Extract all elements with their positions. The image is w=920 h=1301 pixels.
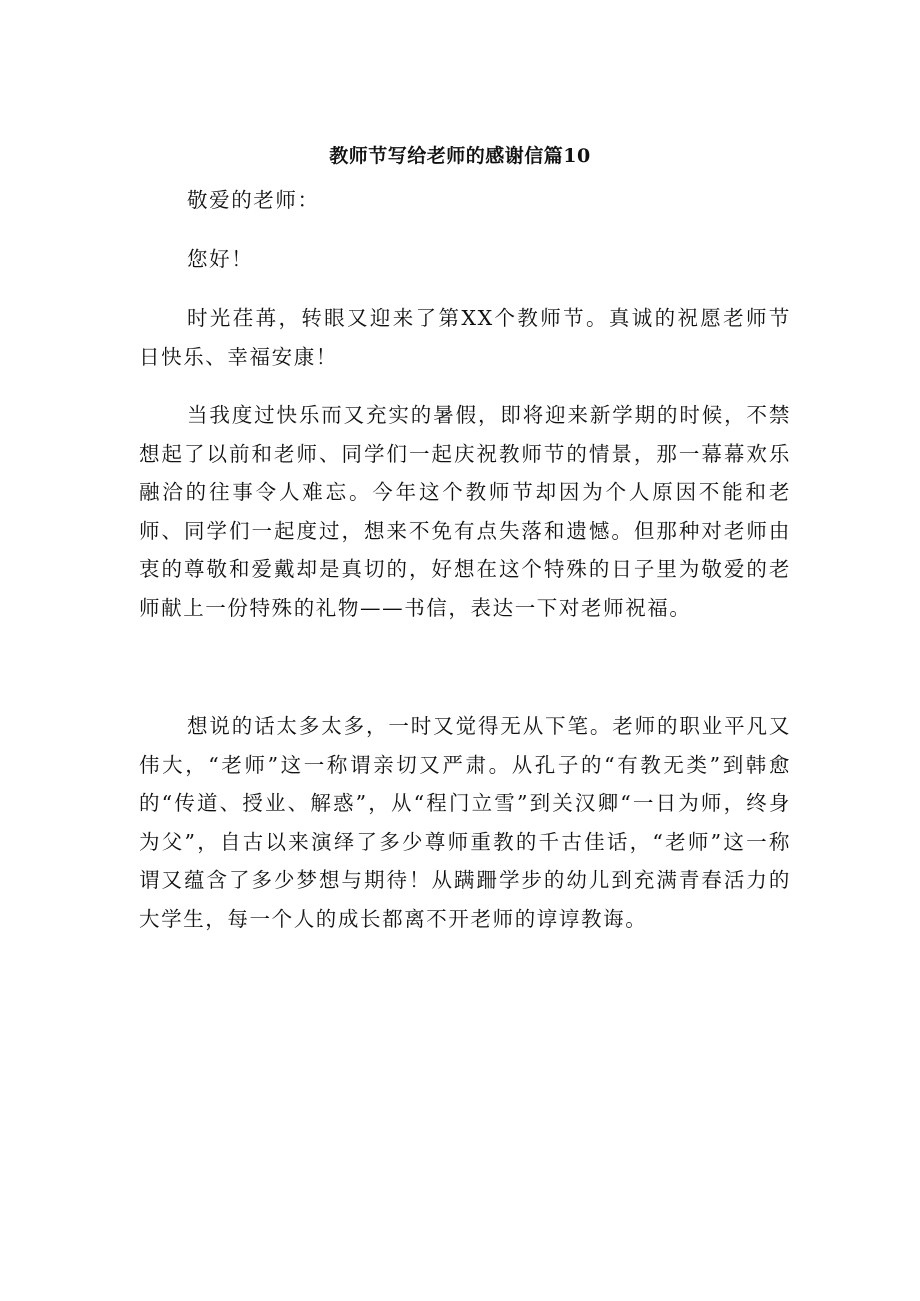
paragraph: 想说的话太多太多，一时又觉得无从下笔。老师的职业平凡又伟大，“老师”这一称谓亲切又严肃。从孔子的“有教无类”到韩愈的“传道、授业、解惑”，从“程门立雪”到关汉卿“一日为师，终身为父”，自古以来演绎了多少尊师重教的千古佳话，“老师”这一称谓又蕴含了多少梦想与期待！从蹒跚学步的幼儿到充满青春活力的大学生，每一个人的成长都离不开老师的谆谆教诲。: [139, 714, 791, 931]
salutation: 敬爱的老师：: [187, 188, 320, 212]
document-title: 教师节写给老师的感谢信篇10: [329, 145, 591, 167]
greeting: 您好！: [187, 247, 254, 271]
paragraph: 时光荏苒，转眼又迎来了第XX个教师节。真诚的祝愿老师节日快乐、幸福安康！: [139, 306, 791, 369]
paragraph: 当我度过快乐而又充实的暑假，即将迎来新学期的时候，不禁想起了以前和老师、同学们一起庆祝教师节的情景，那一幕幕欢乐融洽的往事令人难忘。今年这个教师节却因为个人原因不能和老师、同学们一起度过，想来不免有点失落和遗憾。但那种对老师由衷的尊敬和爱戴却是真切的，好想在这个特殊的日子里为敬爱的老师献上一份特殊的礼物——书信，表达一下对老师祝福。: [139, 403, 791, 620]
